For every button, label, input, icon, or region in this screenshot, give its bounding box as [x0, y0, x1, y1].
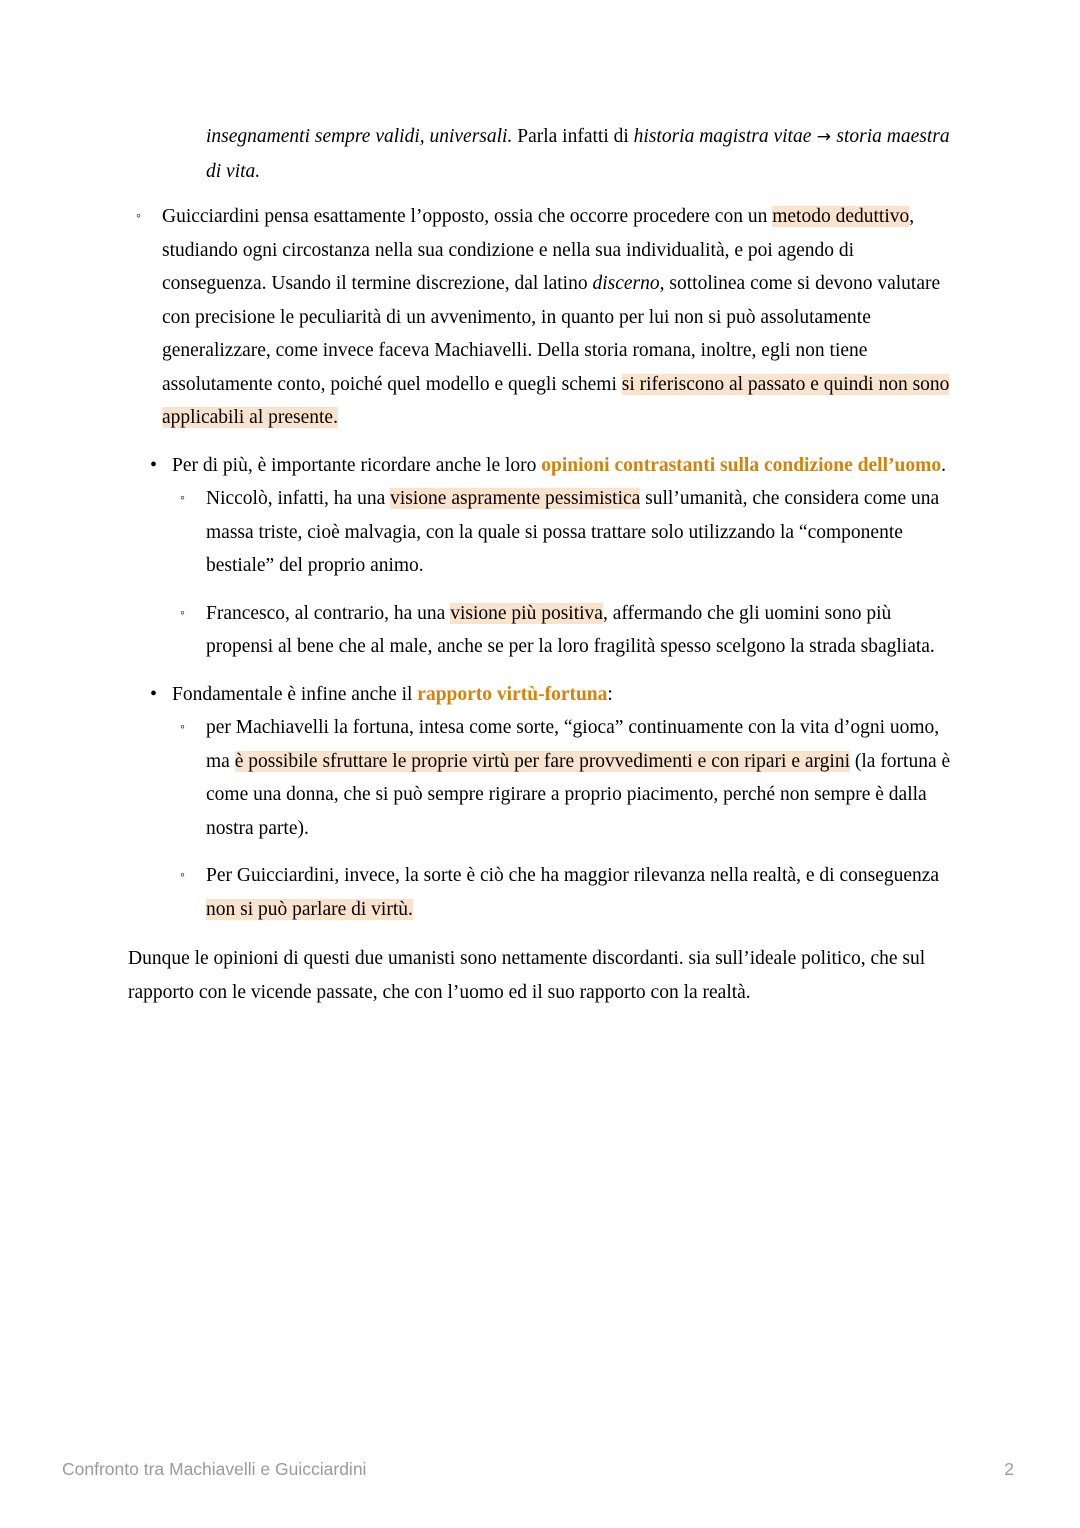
bullet-icon: ◦	[180, 491, 185, 506]
lead-italic-start: insegnamenti sempre validi, universali.	[206, 126, 513, 147]
sub-part1: per Machiavelli la fortuna, intesa come sorte, “gioca” continuamente con la vita d’ogni uomo, ma	[206, 717, 940, 772]
sub-part2: (la fortuna è come una donna, che si può sempre rigirare a proprio piacimento, perché non sempre è dalla nostra parte).	[206, 750, 951, 839]
top-sub-part1: Guicciardini pensa esattamente l’opposto, ossia che occorre procedere con un	[162, 206, 773, 227]
sub-part1: Niccolò, infatti, ha una	[206, 488, 391, 509]
bullet-icon: ◦	[180, 720, 185, 735]
highlight-passato-presente: si riferiscono al passato e quindi non sono applicabili al presente.	[162, 373, 950, 428]
bullet-icon: •	[150, 453, 158, 476]
sub-part2: , affermando che gli uomini sono più propensi al bene che al male, anche se per la loro fragilità spesso scelgono la strada sbagliata.	[206, 602, 935, 657]
lead-text-mid: Parla infatti di	[512, 126, 634, 147]
lead-italic-end: storia maestra di vita.	[206, 126, 950, 182]
list-item	[172, 482, 952, 583]
footer-document-title: Confronto tra Machiavelli e Guicciardini	[62, 1459, 367, 1479]
sublist	[172, 482, 952, 664]
bullet-icon: •	[150, 682, 158, 705]
highlight-virtu-provvedimenti: è possibile sfruttare le proprie virtù per fare provvedimenti e con ripari e argini	[234, 750, 850, 772]
arrow-icon: →	[811, 127, 837, 147]
highlight-visione-pessimistica: visione aspramente pessimistica	[390, 488, 641, 509]
top-sublist	[128, 200, 952, 435]
bullet-icon: ◦	[180, 605, 185, 621]
top-sub-part2: , studiando ogni circostanza nella sua condizione e nella sua individualità, e poi agendo di conseguenza. Usando il termine discrezione, dal latino	[162, 206, 915, 294]
section-lead-accent: rapporto virtù-fortuna	[417, 683, 608, 705]
list-item	[172, 711, 952, 845]
section-lead-part2: .	[941, 454, 946, 476]
bullet-icon: ◦	[180, 868, 185, 883]
section-lead-accent: opinioni contrastanti sulla condizione dell’uomo	[541, 454, 942, 476]
top-sub-italic-discerno: discerno	[592, 273, 660, 294]
closing-paragraph: Dunque le opinioni di questi due umanisti sono nettamente discordanti. sia sull’ideale politico, che sul rapporto con le vicende passate, che con l’uomo ed il suo rapporto con la realtà.	[128, 948, 926, 1003]
sublist	[172, 711, 952, 926]
footer-page-number: 2	[1004, 1459, 1014, 1479]
list-item	[172, 597, 952, 664]
lead-italic-latin: historia magistra vitae	[633, 126, 812, 147]
sub-part1: Per Guicciardini, invece, la sorte è ciò che ha maggior rilevanza nella realtà, e di conseguenza	[206, 865, 940, 886]
list-item	[128, 678, 952, 927]
list-item	[128, 200, 952, 435]
section-lead-part1: Fondamentale è infine anche il	[172, 683, 418, 705]
top-sub-part3: , sottolinea come si devono valutare con precisione le peculiarità di un avvenimento, in quanto per lui non si può assolutamente generalizzare, come invece faceva Machiavelli. Della storia romana, inoltre, egli non tiene assolutamente conto, poiché quel modello e quegli schemi	[162, 273, 941, 395]
section-lead-part2: :	[607, 683, 613, 705]
highlight-visione-positiva: visione più positiva	[450, 602, 603, 624]
list-item	[172, 859, 952, 926]
sub-part1: Francesco, al contrario, ha una	[206, 602, 451, 624]
bullet-icon: ◦	[136, 209, 141, 224]
section-lead-part1: Per di più, è importante ricordare anche le loro	[172, 454, 542, 476]
page-footer	[0, 1398, 1080, 1528]
page-content	[128, 120, 952, 1015]
lead-paragraph	[128, 120, 952, 188]
highlight-non-virtu: non si può parlare di virtù.	[206, 898, 413, 920]
sub-part2: sull’umanità, che considera come una massa triste, cioè malvagia, con la quale si possa trattare solo utilizzando la “componente bestiale” del proprio animo.	[206, 488, 940, 576]
list-item	[128, 449, 952, 664]
main-list	[128, 449, 952, 927]
highlight-metodo-deduttivo: metodo deduttivo	[772, 206, 910, 227]
